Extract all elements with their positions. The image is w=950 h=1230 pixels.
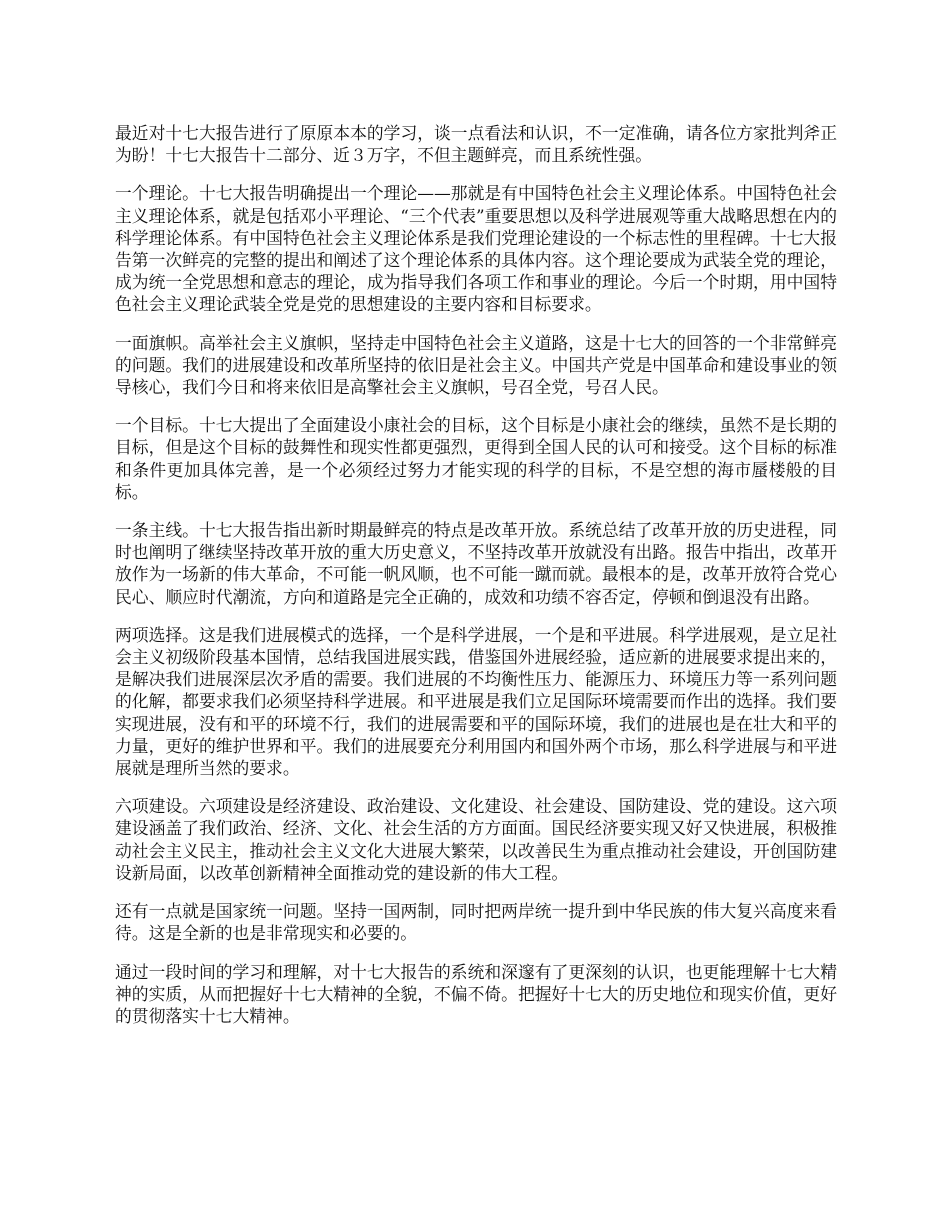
paragraph-six-constructions: 六项建设。六项建设是经济建设、政治建设、文化建设、社会建设、国防建设、党的建设。这六项建设涵盖了我们政治、经济、文化、社会生活的方方面面。国民经济要实现又好又快进展，积极推动社会主义民主，推动社会主义文化大进展大繁荣，以改善民生为重点推动社会建设，开创国防建设新局面，以改革创新精神全面推动党的建设新的伟大工程。 [115, 796, 837, 883]
paragraph-one-mainline: 一条主线。十七大报告指出新时期最鲜亮的特点是改革开放。系统总结了改革开放的历史进程，同时也阐明了继续坚持改革开放的重大历史意义，不坚持改革开放就没有出路。报告中指出，改革开放作为一场新的伟大革命，不可能一帆风顺，也不可能一蹴而就。最根本的是，改革开放符合党心民心、顺应时代潮流，方向和道路是完全正确的，成效和功绩不容否定，停顿和倒退没有出路。 [115, 520, 837, 607]
paragraph-national-unification: 还有一点就是国家统一问题。坚持一国两制，同时把两岸统一提升到中华民族的伟大复兴高度来看待。这是全新的也是非常现实和必要的。 [115, 901, 837, 944]
paragraph-conclusion: 通过一段时间的学习和理解，对十七大报告的系统和深邃有了更深刻的认识，也更能理解十七大精神的实质，从而把握好十七大精神的全貌，不偏不倚。把握好十七大的历史地位和现实价值，更好的贯彻落实十七大精神。 [115, 961, 837, 1026]
paragraph-intro: 最近对十七大报告进行了原原本本的学习，谈一点看法和认识，不一定准确，请各位方家批判斧正为盼！十七大报告十二部分、近３万字，不但主题鲜亮，而且系统性强。 [115, 123, 837, 166]
paragraph-two-choices: 两项选择。这是我们进展模式的选择，一个是科学进展，一个是和平进展。科学进展观，是立足社会主义初级阶段基本国情，总结我国进展实践，借鉴国外进展经验，适应新的进展要求提出来的，是解决我们进展深层次矛盾的需要。我们进展的不均衡性压力、能源压力、环境压力等一系列问题的化解，都要求我们必须坚持科学进展。和平进展是我们立足国际环境需要而作出的选择。我们要实现进展，没有和平的环境不行，我们的进展需要和平的国际环境，我们的进展也是在壮大和平的力量，更好的维护世界和平。我们的进展要充分利用国内和国外两个市场，那么科学进展与和平进展就是理所当然的要求。 [115, 624, 837, 779]
paragraph-one-banner: 一面旗帜。高举社会主义旗帜，坚持走中国特色社会主义道路，这是十七大的回答的一个非常鲜亮的问题。我们的进展建设和改革所坚持的依旧是社会主义。中国共产党是中国革命和建设事业的领导核心，我们今日和将来依旧是高擎社会主义旗帜，号召全党，号召人民。 [115, 332, 837, 398]
paragraph-one-theory: 一个理论。十七大报告明确提出一个理论——那就是有中国特色社会主义理论体系。中国特色社会主义理论体系，就是包括邓小平理论、“三个代表”重要思想以及科学进展观等重大战略思想在内的科学理论体系。有中国特色社会主义理论体系是我们党理论建设的一个标志性的里程碑。十七大报告第一次鲜亮的完整的提出和阐述了这个理论体系的具体内容。这个理论要成为武装全党的理论，成为统一全党思想和意志的理论，成为指导我们各项工作和事业的理论。今后一个时期，用中国特色社会主义理论武装全党是党的思想建设的主要内容和目标要求。 [115, 183, 837, 315]
document-page [115, 122, 837, 1043]
paragraph-one-goal: 一个目标。十七大提出了全面建设小康社会的目标，这个目标是小康社会的继续，虽然不是长期的目标，但是这个目标的鼓舞性和现实性都更强烈，更得到全国人民的认可和接受。这个目标的标准和条件更加具体完善，是一个必须经过努力才能实现的科学的目标，不是空想的海市蜃楼般的目标。 [115, 415, 837, 502]
